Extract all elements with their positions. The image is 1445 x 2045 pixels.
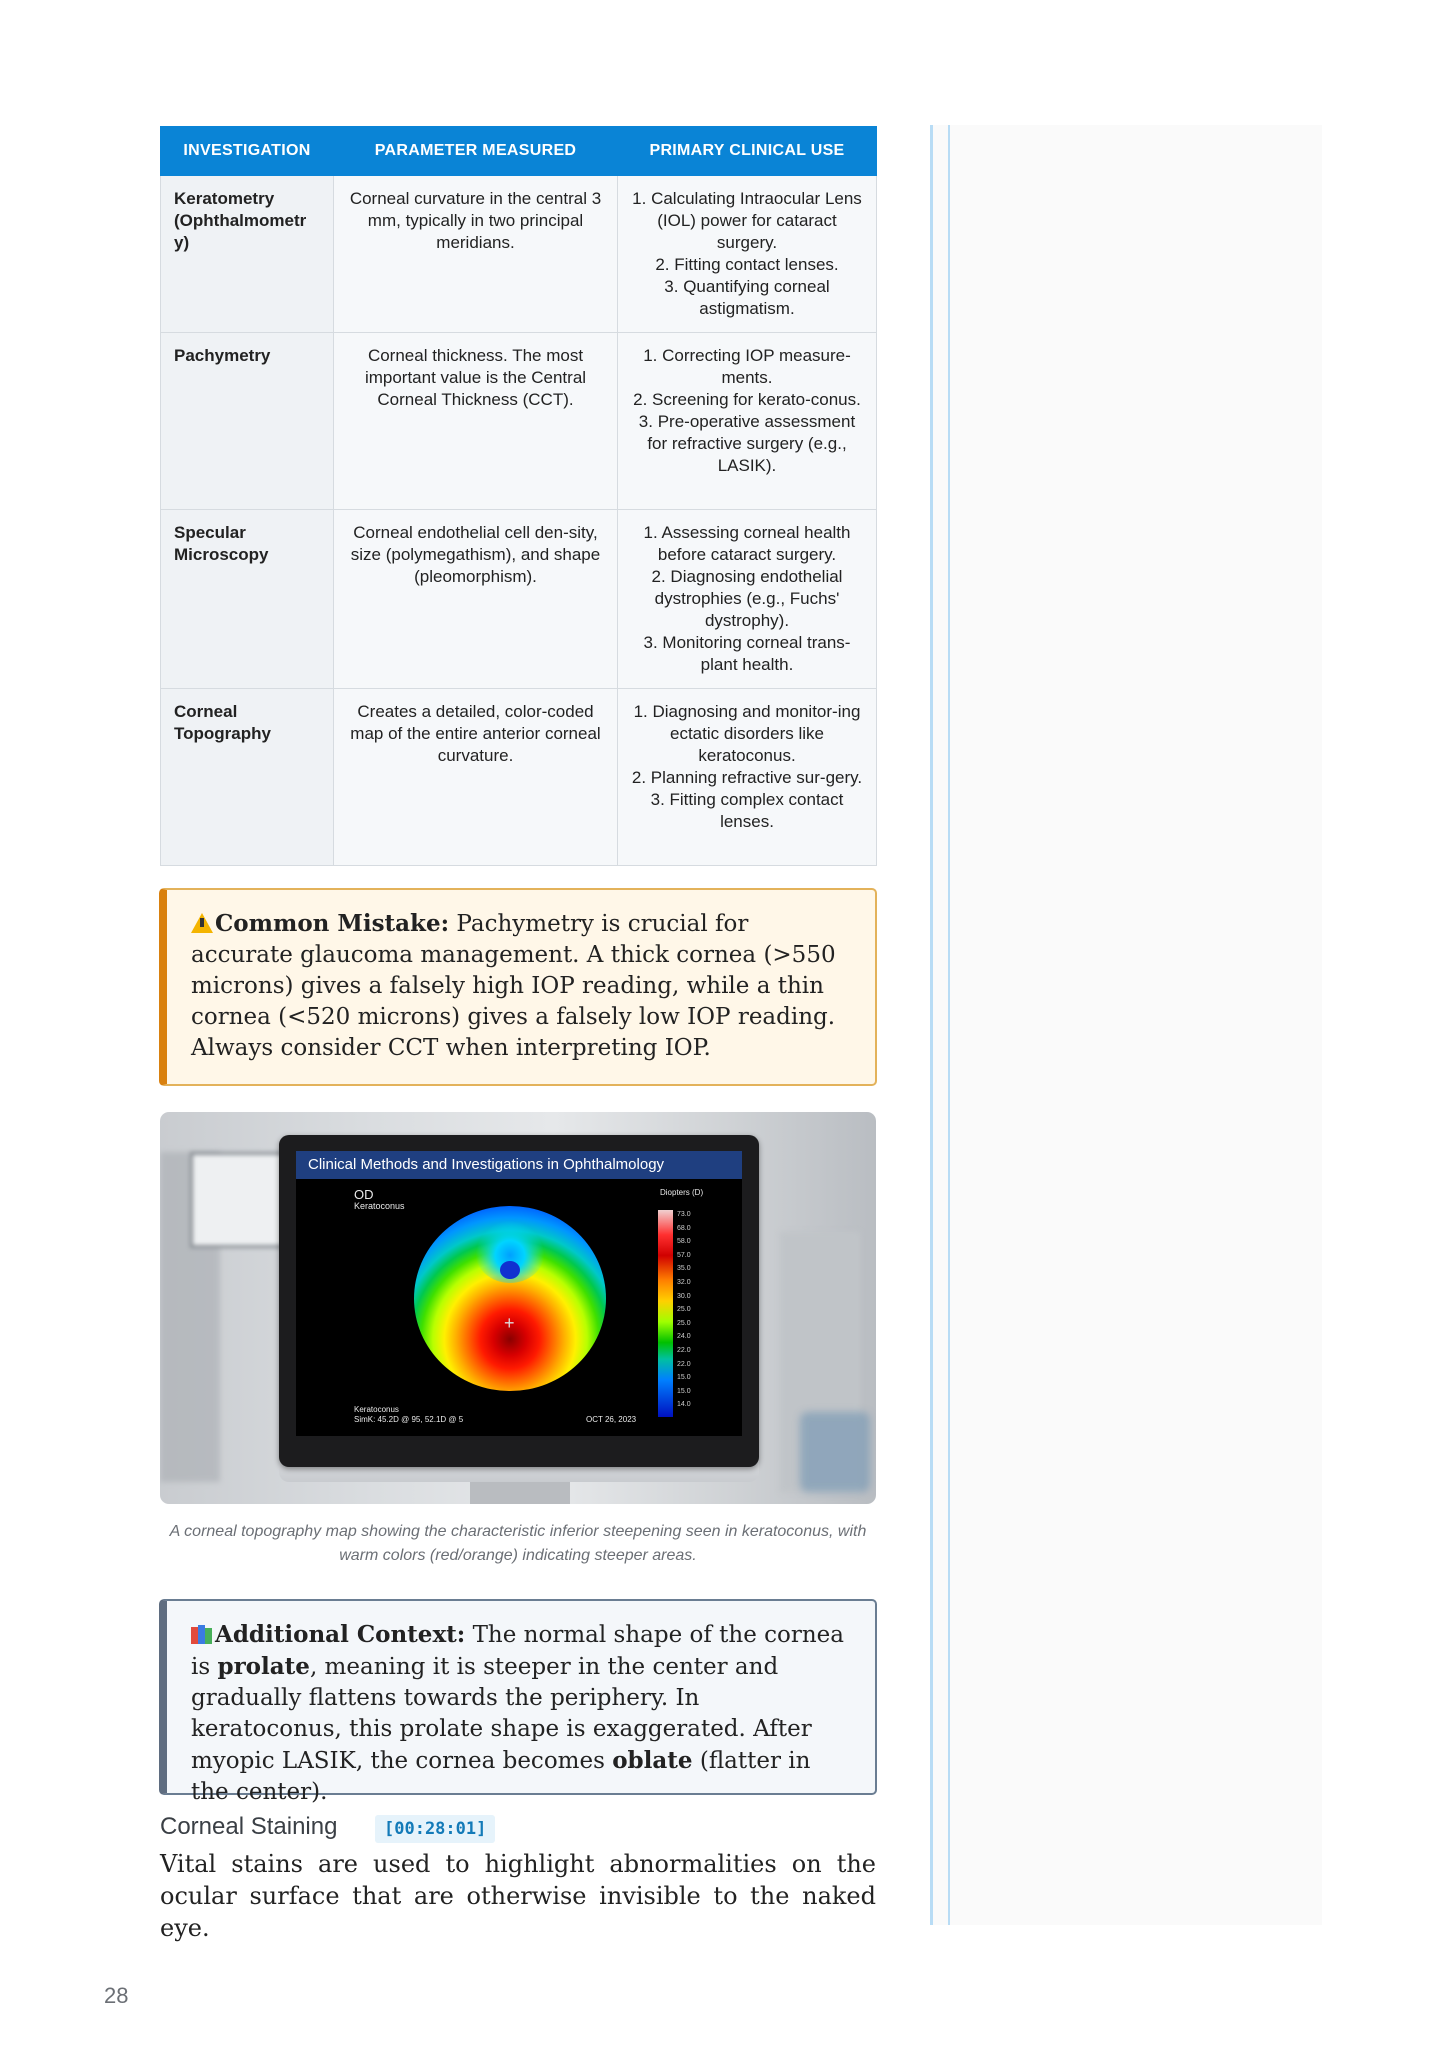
investigation-cell: Corneal Topography — [161, 689, 334, 866]
scale-tick-label: 25.0 — [677, 1306, 691, 1314]
use-item: 2. Diagnosing endothelial dystrophies (e.g., Fuchs' dystrophy). — [651, 567, 843, 630]
scale-tick-label: 68.0 — [677, 1224, 691, 1232]
column-header: PRIMARY CLINICAL USE — [618, 127, 877, 176]
term-prolate: prolate — [217, 1653, 310, 1680]
additional-context-callout — [159, 1599, 877, 1805]
background-chair — [800, 1412, 870, 1492]
exam-date: OCT 26, 2023 — [586, 1415, 637, 1424]
clinical-use-cell — [618, 689, 877, 866]
callout-text: , meaning it is steeper in the center and gradually flattens towards the periphery. In keratoconus, this prolate shape is exaggerated. After myopic LASIK, the cornea becomes — [191, 1654, 812, 1774]
monitor — [279, 1135, 759, 1467]
callout-label: Additional Context: — [215, 1621, 466, 1648]
common-mistake-callout — [159, 888, 877, 1086]
background-board — [190, 1152, 291, 1248]
scale-tick-label: 22.0 — [677, 1360, 691, 1368]
books-icon — [191, 1624, 213, 1644]
investigation-cell: Keratometry (Ophthalmometr y) — [161, 176, 334, 333]
scale-tick-label: 24.0 — [677, 1333, 691, 1341]
column-header: PARAMETER MEASURED — [334, 127, 618, 176]
color-scale-bar — [658, 1210, 673, 1417]
parameter-cell: Creates a detailed, color-coded map of the entire anterior corneal curvature. — [334, 689, 618, 866]
video-timestamp[interactable]: [00:28:01] — [375, 1815, 495, 1843]
warning-icon — [191, 913, 213, 933]
scale-tick-label: 25.0 — [677, 1319, 691, 1327]
scale-tick-label: 32.0 — [677, 1279, 691, 1286]
clinical-use-cell — [618, 333, 877, 510]
margin-rule — [930, 125, 933, 1925]
use-item: 2. Planning refractive sur-gery. — [631, 768, 863, 787]
simk-readout: SimK: 45.2D @ 95, 52.1D @ 5 — [354, 1415, 464, 1424]
callout-text: Pachymetry is crucial for accurate glaucoma management. A thick cornea (>550 microns) gives a falsely high IOP reading, while a thin cornea (<520 microns) gives a falsely low IOP reading. Always consider CCT when interpreting IOP. — [191, 911, 836, 1061]
table-row — [161, 176, 877, 333]
parameter-cell: Corneal endothelial cell den-sity, size (polymegathism), and shape (pleomorphism). — [334, 510, 618, 689]
table-row — [161, 333, 877, 510]
parameter-cell: Corneal curvature in the central 3 mm, typically in two principal meridians. — [334, 176, 618, 333]
use-item: 1. Calculating Intraocular Lens (IOL) power for cataract surgery. — [632, 189, 862, 252]
use-item: 3. Monitoring corneal trans-plant health. — [643, 633, 851, 674]
table-row — [161, 510, 877, 689]
margin-notes-column — [930, 125, 1322, 1925]
scale-tick-label: 35.0 — [677, 1265, 691, 1273]
sim-label: Keratoconus — [354, 1405, 399, 1414]
use-item: 2. Fitting contact lenses. — [655, 255, 839, 274]
table-row — [161, 689, 877, 866]
use-item: 2. Screening for kerato-conus. — [633, 390, 861, 409]
parameter-cell: Corneal thickness. The most important value is the Central Corneal Thickness (CCT). — [334, 333, 618, 510]
map-label: Keratoconus — [354, 1201, 405, 1211]
investigation-cell: Specular Microscopy — [161, 510, 334, 689]
use-item: 3. Pre-operative assessment for refractive surgery (e.g., LASIK). — [638, 412, 856, 475]
scale-tick-label: 73.0 — [677, 1211, 691, 1218]
topography-flat-spot — [500, 1261, 520, 1279]
use-item: 3. Quantifying corneal astigmatism. — [664, 277, 830, 318]
scale-tick-label: 57.0 — [677, 1251, 691, 1259]
table-header-row — [161, 127, 877, 176]
investigations-table — [160, 126, 877, 866]
investigation-cell: Pachymetry — [161, 333, 334, 510]
scale-tick-label: 15.0 — [677, 1387, 691, 1395]
page-number: 28 — [104, 1983, 129, 2008]
section-heading: Corneal Staining — [160, 1813, 338, 1840]
monitor-screen — [296, 1151, 742, 1436]
scale-tick-label: 22.0 — [677, 1347, 691, 1354]
callout-label: Common Mistake: — [215, 910, 450, 937]
scale-tick-label: 14.0 — [677, 1401, 691, 1409]
callout-text: The normal shape of the cornea is — [191, 1622, 844, 1680]
units-label: Diopters (D) — [660, 1188, 704, 1197]
section-paragraph: Vital stains are used to highlight abnormalities on the ocular surface that are otherwise invisible to the naked eye. — [160, 1850, 876, 1942]
use-item: 1. Assessing corneal health before cataract surgery. — [643, 523, 851, 564]
callout-text: (flatter in the center). — [191, 1748, 811, 1805]
use-item: 1. Diagnosing and monitor-ing ectatic disorders like keratoconus. — [633, 702, 861, 765]
screen-title: Clinical Methods and Investigations in Ophthalmology — [296, 1151, 742, 1179]
use-item: 1. Correcting IOP measure-ments. — [643, 346, 851, 387]
eye-label: OD — [354, 1187, 374, 1202]
monitor-stand — [470, 1482, 570, 1504]
clinical-use-cell — [618, 510, 877, 689]
term-oblate: oblate — [612, 1747, 693, 1774]
column-header: INVESTIGATION — [161, 127, 334, 176]
clinical-use-cell — [618, 176, 877, 333]
corneal-topography-photo — [160, 1112, 876, 1504]
margin-rule — [948, 125, 950, 1925]
scale-tick-label: 58.0 — [677, 1238, 691, 1246]
scale-tick-label: 15.0 — [677, 1374, 691, 1382]
scale-tick-label: 30.0 — [677, 1292, 691, 1300]
figure-caption: A corneal topography map showing the characteristic inferior steepening seen in keratoconus, with warm colors (red/orange) indicating steeper areas. — [169, 1523, 867, 1564]
use-item: 3. Fitting complex contact lenses. — [650, 790, 844, 831]
crosshair-icon: + — [504, 1313, 515, 1333]
